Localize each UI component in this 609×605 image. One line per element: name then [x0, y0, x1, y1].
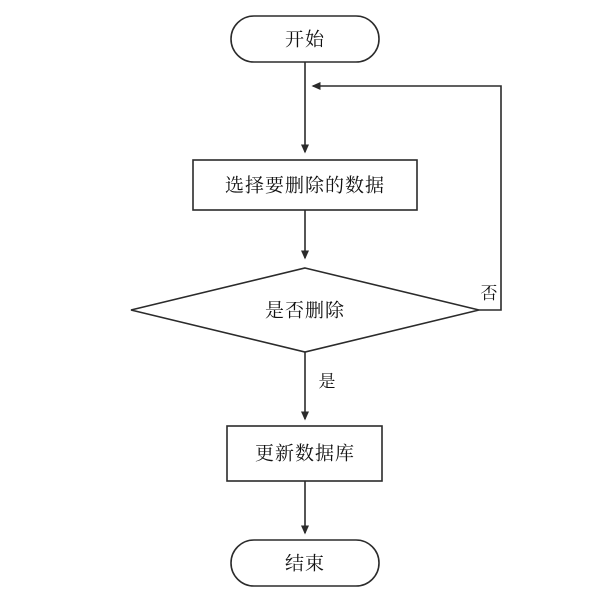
node-decision-delete[interactable]: [131, 268, 479, 352]
update-db-label: 更新数据库: [254, 442, 356, 465]
start-label: 开始: [284, 28, 326, 51]
node-update-db[interactable]: [227, 426, 382, 481]
end-label: 结束: [284, 552, 326, 575]
node-end[interactable]: [231, 540, 379, 586]
select-data-label: 选择要删除的数据: [224, 174, 386, 197]
edge-label-no: 否: [480, 284, 498, 304]
node-select-data[interactable]: [193, 160, 417, 210]
edge-label-yes: 是: [318, 372, 336, 392]
decision-delete-label: 是否删除: [264, 299, 346, 322]
node-start[interactable]: [231, 16, 379, 62]
